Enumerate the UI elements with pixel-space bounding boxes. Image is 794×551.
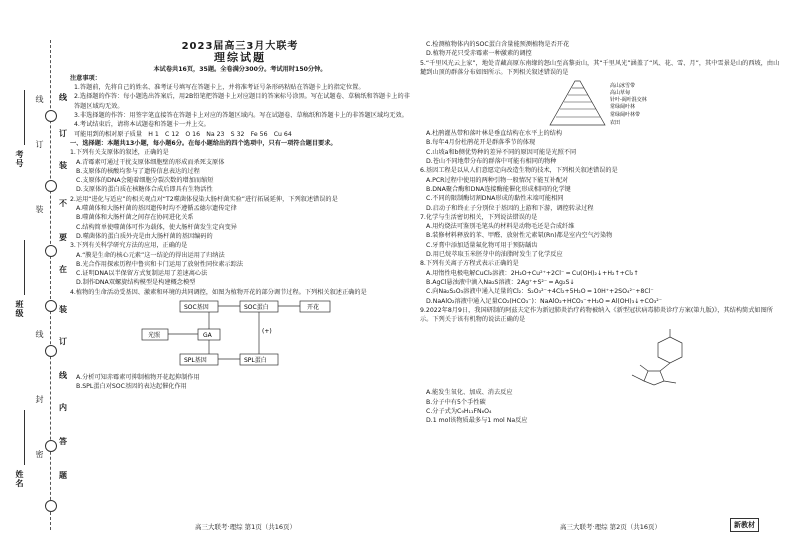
binding-strip xyxy=(0,0,67,551)
binding-label: 班级 xyxy=(15,300,24,318)
binding-warning-char: 在 xyxy=(59,265,67,274)
exam-meta: 本试卷共16页，35题。全卷满分300分。考试用时150分钟。 xyxy=(153,65,327,73)
notice-item: 3.非选择题的作答：用签字笔直接答在答题卡上对应的答题区域内。写在试题卷、草稿纸和答题卡上的非答题区域均无效。 xyxy=(74,112,408,120)
page1-column xyxy=(70,0,410,392)
question-option: B.分子中有5个手性碳 xyxy=(426,398,486,406)
question-option: C.分子式为C₉H₁₁FN₆O₄ xyxy=(426,408,492,416)
notice-item: 1.答题前，先将自己的姓名、准考证号填写在答题卡上，并将准考证号条形码粘贴在答题卡上的指定位置。 xyxy=(74,84,365,92)
binding-warning-char: 线 xyxy=(59,371,67,380)
question-option: C.牙膏中添加适量氟化物可用于预防龋齿 xyxy=(426,241,538,249)
question-option: D.植物开花只受赤霉素一种激素的调控 xyxy=(426,50,532,58)
question-stem: 2.运用“进化与适应”的相关观点对“T2噬菌体侵染大肠杆菌实验”进行拓展延伸，下列叙述错误的是 xyxy=(70,195,338,203)
question-option: A.能发生氧化、加成、消去反应 xyxy=(426,389,513,397)
binding-warning-char: 不 xyxy=(59,199,67,208)
question-option: D.用已烷萃取玉米胚芽中的油脂时发生了化学反应 xyxy=(426,251,563,259)
question-option: D.苍山不同地带分布的群落中可能有相同的物种 xyxy=(426,158,557,166)
binding-seal-char: 装 xyxy=(35,205,44,214)
vegetation-pyramid xyxy=(540,79,740,127)
binding-warning-char: 订 xyxy=(59,337,67,346)
diagram-box-soc-gene: SOC基因 xyxy=(184,304,209,312)
question-option: A.用灼烧法可鉴别毛笔头的材料是动物毛还是合成纤维 xyxy=(426,223,575,231)
question-option: A.杜鹃灌丛带和落叶林是垂直结构在水平上的结构 xyxy=(426,130,563,138)
binding-seal-char: 线 xyxy=(35,330,44,339)
question-option: A.用惰性电极电解CuCl₂溶液：2H₂O+Cu²⁺+2Cl⁻ ═ Cu(OH)₂↓+H₂↑+Cl₂↑ xyxy=(426,269,639,277)
question-stem: 3.下列有关科学研究方法的应用，正确的是 xyxy=(70,242,188,250)
pyramid-label: 针叶-阔叶混交林 xyxy=(610,97,647,104)
question-option: C.证明DNA以半保留方式复制运用了差速离心法 xyxy=(76,270,208,278)
binding-warning-char: 装 xyxy=(59,161,67,170)
question-option: B.支原体的核酸均参与了遗传信息表达的过程 xyxy=(76,167,200,175)
question-option: B.SPL蛋白对SOC基因的表达起催化作用 xyxy=(76,383,187,391)
binding-warning-char: 要 xyxy=(59,233,67,242)
binding-warning-char: 装 xyxy=(59,305,67,314)
diagram-box-ga: GA xyxy=(203,332,212,340)
question-option: B.AgCl悬浊液中滴入Na₂S溶液：2Ag⁺+S²⁻ ═ Ag₂S↓ xyxy=(426,278,575,286)
question-option: B.噬菌体和大肠杆菌之间存在协同进化关系 xyxy=(76,214,194,222)
binding-hole-icon xyxy=(45,245,57,257)
question-option: C.支原体的DNA会随着细胞分裂次数的增加而缩短 xyxy=(76,177,214,185)
binding-warning-char: 题 xyxy=(59,471,67,480)
question-option: B.光合作用探索历程中鲁宾和卡门运用了放射性同位素示踪法 xyxy=(76,260,244,268)
question-option: A.青霉素可通过干扰支原体细胞壁的形成而杀死支原体 xyxy=(76,158,225,166)
question-option: B.装修材料释放的苯、甲醛、放射性元素氡(Rn)都是室内空气污染物 xyxy=(426,232,613,240)
binding-hole-icon xyxy=(45,300,57,312)
diagram-box-spl-protein: SPL蛋白 xyxy=(244,357,267,365)
binding-fill-line xyxy=(24,410,25,465)
question-option: A.噬菌体和大肠杆菌的基因遗传时均不遵循孟德尔遗传定律 xyxy=(76,205,237,213)
binding-seal-char: 订 xyxy=(35,140,44,149)
diagram-box-light: 光照 xyxy=(148,332,161,340)
question-stem: 6.基因工程是以从人们意愿定向改造生物的技术，下列相关叙述错误的是 xyxy=(420,167,618,175)
binding-hole-icon xyxy=(45,500,57,512)
binding-seal-char: 线 xyxy=(35,95,44,104)
pyramid-label: 高山草甸 xyxy=(610,90,631,97)
question-stem: 8.下列有关离子方程式表示正确的是 xyxy=(420,260,519,268)
page2-column xyxy=(420,40,780,426)
diagram-note: (+) xyxy=(262,328,272,336)
question-option: C.向Na₂S₂O₃溶液中通入足量的Cl₂：S₂O₃²⁻+4Cl₂+5H₂O ═ 10H⁺+2SO₄²⁻+8Cl⁻ xyxy=(426,288,654,296)
question-stem: 7.化学与生活密切相关，下列说法错误的是 xyxy=(420,213,538,221)
pyramid-label: 常绿阔叶林带 xyxy=(610,112,641,119)
binding-warning-char: 线 xyxy=(59,93,67,102)
binding-hole-icon xyxy=(45,440,57,452)
diagram-box-spl-gene: SPL基因 xyxy=(184,357,207,365)
question-stem: 5.“千里风光云上家”，地处青藏高原东南缘的怒山至高黎贡山，其“千里风光”涵盖了“风、花、雪、月”，其中雪景是山的西坡，由山麓到山顶的群落分布如图所示。下列相关叙述错误的是 xyxy=(420,59,780,76)
notice-item: 4.考试结束后，请将本试题卷和答题卡一并上交。 xyxy=(74,121,210,129)
molecule-structure xyxy=(610,325,730,387)
brand-badge: 新教材 xyxy=(730,518,759,532)
diagram-box-soc-protein: SOC蛋白 xyxy=(244,304,269,312)
question-option: A.分析可知赤霉素可抑制植物开花起抑制作用 xyxy=(76,374,200,382)
question-stem: 9.2022年8月9日，我国研制的阿兹夫定作为新冠肺炎治疗药物被纳入《新型冠状病毒肺炎诊疗方案(第九版)》，其结构简式如图所示。下列关于该有机物的说法正确的是 xyxy=(420,306,773,324)
regulation-diagram xyxy=(140,299,360,371)
exam-subtitle: 理综试题 xyxy=(214,51,266,65)
question-option: C.不同的限制酶切割DNA形成的黏性末端可能相同 xyxy=(426,195,564,203)
question-option: D.制作DNA双螺旋结构模型是构建概念模型 xyxy=(76,279,196,287)
section-heading: 一、选择题：本题共13小题，每小题6分。在每小题给出的四个选项中，只有一项符合题目要求。 xyxy=(70,139,337,147)
binding-fill-line xyxy=(24,90,25,145)
question-option: B.DNA聚合酶和DNA连接酶能催化形成相同的化学键 xyxy=(426,185,571,193)
question-stem: 4.植物的生命活动受基因、激素和环境的共同调控，如图为植物开花的部分调节过程。下列相关叙述正确的是 xyxy=(70,288,367,296)
notice-item: 2.选择题的作答：每小题选出答案后，用2B铅笔把答题卡上对应题目的答案标号涂黑。写在试题卷、草稿纸和答题卡上的非答题区域均无效。 xyxy=(74,93,410,110)
binding-warning-char: 内 xyxy=(59,403,67,412)
binding-warning-char: 订 xyxy=(59,129,67,138)
pyramid-label: 高山冰雪带 xyxy=(610,83,636,90)
question-option: D.1 mol该物质最多与1 mol Na反应 xyxy=(426,417,528,425)
page1-footer: 高三大联考·理综 第1页（共16页） xyxy=(195,523,297,531)
question-option: D.启动子和终止子分别位于基因的上游和下游，调控转录过程 xyxy=(426,204,594,212)
binding-label: 姓名 xyxy=(15,470,24,488)
diagram-box-flowering: 开花 xyxy=(307,304,320,312)
question-option: A.“膜是生命的核心元素”这一结论的得出运用了归纳法 xyxy=(76,251,225,259)
question-option: D.NaAlO₂溶液中通入足量CO₂(HCO₃⁻)：NaAlO₂+HCO₃⁻+H₂O ═ Al(OH)₃↓+CO₃²⁻ xyxy=(426,297,662,305)
binding-seal-char: 密 xyxy=(35,450,44,459)
question-option: C.山坡a和b侧优势种的差异不同的原因可能是光照不同 xyxy=(426,148,577,156)
question-option: C.检测植物体内的SOC蛋白含量能预测植物是否开花 xyxy=(426,41,570,48)
pyramid-label: 农田 xyxy=(610,120,621,127)
question-option: C.结构简单使噬菌体可作为载体，使大肠杆菌发生定向变异 xyxy=(76,223,237,231)
question-stem: 1.下列有关支原体的叙述，正确的是 xyxy=(70,149,169,157)
binding-warning-char: 答 xyxy=(59,437,67,446)
notice-title: 注意事项： xyxy=(70,74,101,82)
binding-fill-line xyxy=(24,240,25,295)
pyramid-label: 常绿阔叶林 xyxy=(610,104,636,111)
binding-seal-char: 封 xyxy=(35,395,44,404)
binding-hole-icon xyxy=(45,345,57,357)
question-option: D.噬菌体的蛋白质外壳是由大肠杆菌的基因编码的 xyxy=(76,232,213,240)
binding-hole-icon xyxy=(45,110,57,122)
question-option: D.支原体的蛋白质在核糖体合成后即具有生物活性 xyxy=(76,186,213,194)
page2-footer: 高三大联考·理综 第2页（共16页） xyxy=(560,523,662,531)
binding-label: 考号 xyxy=(15,150,24,168)
question-option: B.每年4月份杜鹃花开是群落季节的体现 xyxy=(426,139,536,147)
question-option: A.PCR过程中使用的两种引物一般情况下能互补配对 xyxy=(426,176,569,184)
exam-title: 2023届高三3月大联考 xyxy=(181,41,299,52)
binding-hole-icon xyxy=(45,180,57,192)
atomic-mass: 可能用到的相对原子质量 H 1 C 12 O 16 Na 23 S 32 Fe 56 Cu 64 xyxy=(74,130,292,138)
